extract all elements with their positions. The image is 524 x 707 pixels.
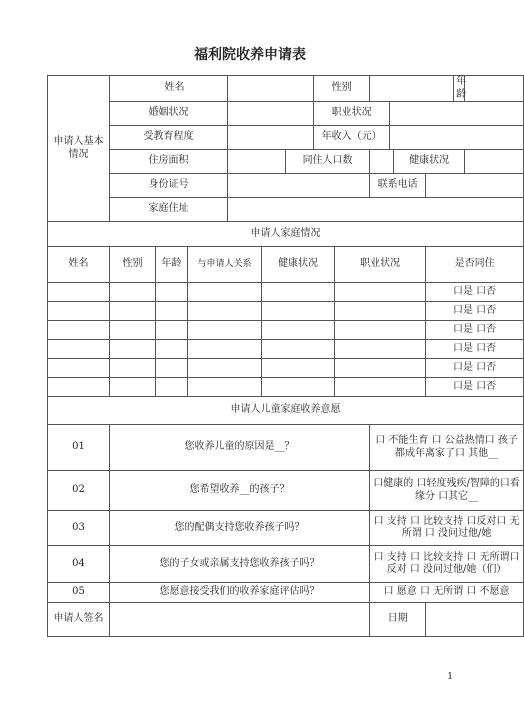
income-label: 年收入（元） [314,126,390,150]
family-cell-occupation[interactable] [335,378,426,397]
housing-label: 住房面积 [110,150,228,174]
family-cell-relation[interactable] [188,321,262,340]
family-cell-occupation[interactable] [335,283,426,302]
health-value[interactable] [465,150,524,174]
cohabit-option[interactable]: 口是 口否 [426,283,524,302]
health-label: 健康状况 [394,150,465,174]
family-header-occupation: 职业状况 [335,247,426,283]
question-options[interactable]: 口 支持 口 比较支持 口反对口 无所谓 口 没问过他/她 [370,511,524,546]
page-number: 1 [447,672,453,682]
question-options[interactable]: 口 不能生育 口 公益热情口 孩子都成年离家了口 其他__ [370,425,524,471]
address-label: 家庭住址 [110,198,228,222]
family-cell-gender[interactable] [110,378,156,397]
question-number: 04 [48,546,110,583]
id-number-label: 身份证号 [110,174,228,198]
household-label: 同住人口数 [286,150,370,174]
family-header-gender: 性别 [110,247,156,283]
family-cell-age[interactable] [156,283,188,302]
family-header-relation: 与申请人关系 [188,247,262,283]
intent-section-label: 申请人儿童家庭收养意愿 [48,397,524,425]
family-cell-relation[interactable] [188,340,262,359]
cohabit-option[interactable]: 口是 口否 [426,302,524,321]
phone-label: 联系电话 [370,174,426,198]
family-header-age: 年龄 [156,247,188,283]
family-cell-occupation[interactable] [335,340,426,359]
family-cell-name[interactable] [48,378,110,397]
family-cell-gender[interactable] [110,340,156,359]
date-field[interactable] [426,603,524,637]
family-cell-relation[interactable] [188,378,262,397]
family-cell-age[interactable] [156,302,188,321]
page-title: 福利院收养申请表 [194,47,306,63]
applicant-signature-label: 申请人签名 [48,603,110,637]
family-cell-age[interactable] [156,321,188,340]
application-form-table [47,75,524,637]
marital-value[interactable] [228,102,314,126]
family-cell-age[interactable] [156,340,188,359]
question-number: 03 [48,511,110,546]
applicant-signature-field[interactable] [110,603,370,637]
question-options[interactable]: 口健康的 口轻度残疾/智障的口看缘分 口其它__ [370,471,524,511]
question-text: 您愿意接受我们的收养家庭评估吗？ [110,583,370,603]
cohabit-option[interactable]: 口是 口否 [426,340,524,359]
occupation-value[interactable] [390,102,524,126]
question-number: 05 [48,583,110,603]
housing-value[interactable] [228,150,286,174]
family-cell-relation[interactable] [188,302,262,321]
name-label: 姓名 [110,76,228,102]
question-number: 01 [48,425,110,471]
cohabit-option[interactable]: 口是 口否 [426,359,524,378]
basic-info-section-label: 申请人基本情况 [48,76,110,222]
family-cell-health[interactable] [262,359,335,378]
family-cell-name[interactable] [48,359,110,378]
family-cell-relation[interactable] [188,283,262,302]
family-cell-health[interactable] [262,283,335,302]
cohabit-option[interactable]: 口是 口否 [426,378,524,397]
phone-value[interactable] [426,174,524,198]
date-label: 日期 [370,603,426,637]
id-number-value[interactable] [228,174,370,198]
family-section-label: 申请人家庭情况 [48,222,524,247]
family-cell-gender[interactable] [110,321,156,340]
question-options[interactable]: 口 愿意 口 无所谓 口 不愿意 [370,583,524,603]
question-options[interactable]: 口 支持 口 比较支持 口 无所谓口 反对 口 没问过他/她（们） [370,546,524,583]
question-text: 您收养儿童的原因是__？ [110,425,370,471]
age-value[interactable] [465,76,524,102]
name-value[interactable] [228,76,314,102]
family-cell-gender[interactable] [110,359,156,378]
family-cell-relation[interactable] [188,359,262,378]
income-value[interactable] [390,126,524,150]
marital-label: 婚姻状况 [110,102,228,126]
age-label: 年龄 [454,76,465,102]
family-cell-name[interactable] [48,321,110,340]
family-header-cohabit: 是否同住 [426,247,524,283]
family-cell-health[interactable] [262,340,335,359]
education-value[interactable] [228,126,314,150]
family-cell-name[interactable] [48,340,110,359]
gender-value[interactable] [370,76,454,102]
question-text: 您的子女或亲属支持您收养孩子吗？ [110,546,370,583]
family-cell-gender[interactable] [110,302,156,321]
family-cell-occupation[interactable] [335,302,426,321]
family-cell-health[interactable] [262,321,335,340]
family-header-health: 健康状况 [262,247,335,283]
education-label: 受教育程度 [110,126,228,150]
question-text: 您希望收养__的孩子？ [110,471,370,511]
household-value[interactable] [370,150,394,174]
family-cell-health[interactable] [262,378,335,397]
occupation-label: 职业状况 [314,102,390,126]
gender-label: 性别 [314,76,370,102]
family-cell-age[interactable] [156,378,188,397]
family-cell-occupation[interactable] [335,321,426,340]
family-header-name: 姓名 [48,247,110,283]
family-cell-occupation[interactable] [335,359,426,378]
question-text: 您的配偶支持您收养孩子吗？ [110,511,370,546]
family-cell-name[interactable] [48,302,110,321]
family-cell-health[interactable] [262,302,335,321]
family-cell-name[interactable] [48,283,110,302]
family-cell-age[interactable] [156,359,188,378]
question-number: 02 [48,471,110,511]
cohabit-option[interactable]: 口是 口否 [426,321,524,340]
family-cell-gender[interactable] [110,283,156,302]
address-value[interactable] [228,198,524,222]
